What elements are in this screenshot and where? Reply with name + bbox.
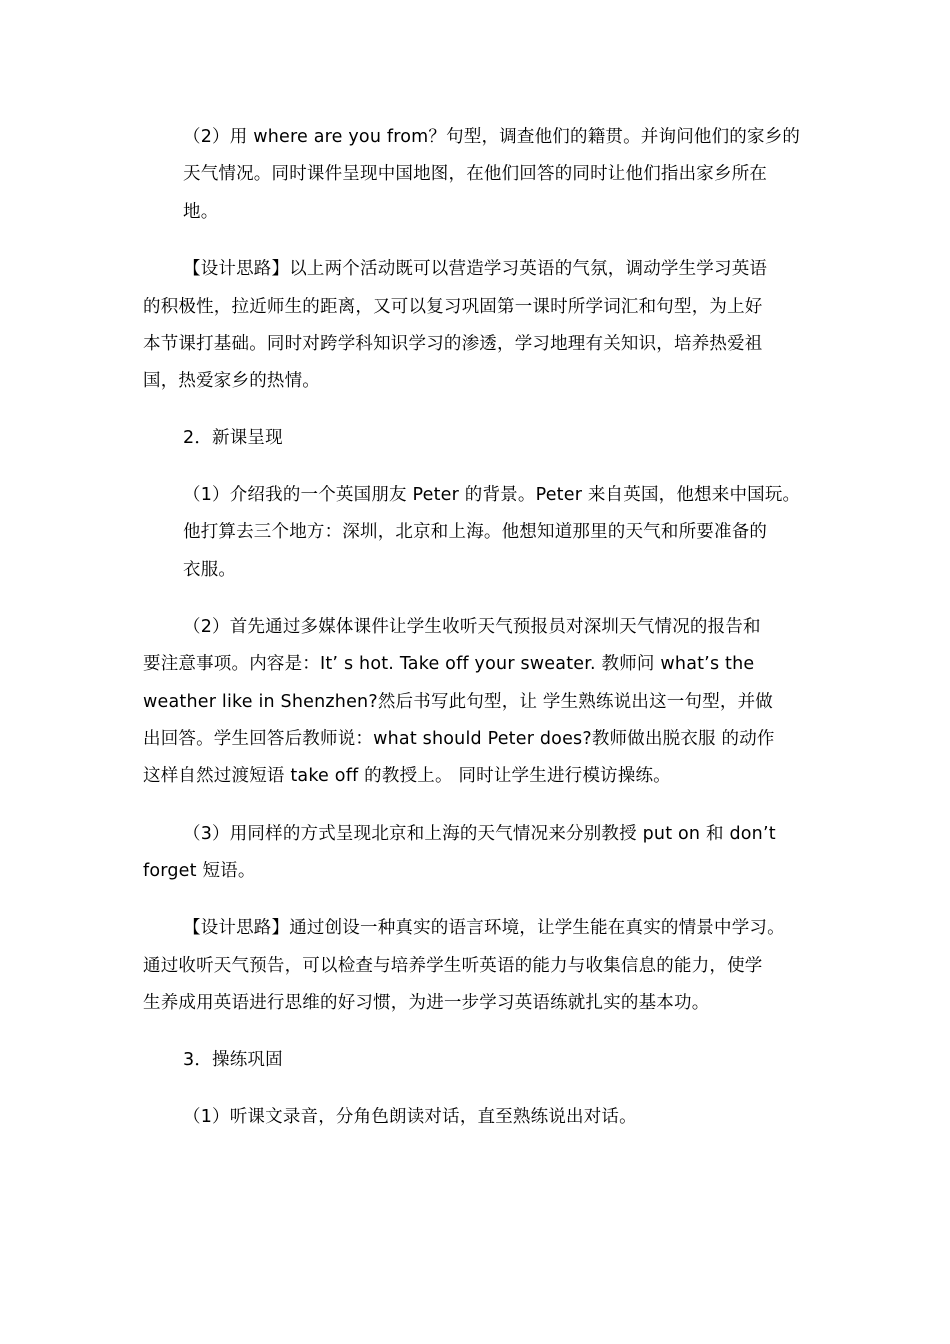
text-line: 国，热爱家乡的热情。: [143, 371, 320, 391]
text-line: weather like in Shenzhen?然后书写此句型，让 学生熟练说出这一句型，并做: [143, 692, 774, 712]
text-line: （1）听课文录音，分角色朗读对话，直至熟练说出对话。: [183, 1107, 637, 1127]
text-line: 生养成用英语进行思维的好习惯，为进一步学习英语练就扎实的基本功。: [143, 993, 710, 1013]
text-line: （2）用 where are you from？句型，调查他们的籍贯。并询问他们的家乡的: [183, 127, 801, 147]
text-line: 2．新课呈现: [183, 428, 283, 448]
text-line: forget 短语。: [143, 861, 256, 881]
text-line: （1）介绍我的一个英国朋友 Peter 的背景。Peter 来自英国，他想来中国玩。: [183, 485, 801, 505]
text-line: 通过收听天气预告，可以检查与培养学生听英语的能力与收集信息的能力，使学: [143, 956, 763, 976]
text-line: 衣服。: [183, 560, 237, 580]
text-line: （3）用同样的方式呈现北京和上海的天气情况来分别教授 put on 和 don’t: [183, 824, 776, 844]
text-line: 的积极性，拉近师生的距离，又可以复习巩固第一课时所学词汇和句型，为上好: [143, 297, 763, 317]
text-line: （2）首先通过多媒体课件让学生收听天气预报员对深圳天气情况的报告和: [183, 617, 761, 637]
text-line: 【设计思路】通过创设一种真实的语言环境，让学生能在真实的情景中学习。: [183, 918, 785, 938]
text-line: 要注意事项。内容是：It’ s hot. Take off your sweater. 教师问 what’s the: [143, 654, 755, 674]
text-line: 【设计思路】以上两个活动既可以营造学习英语的气氛，调动学生学习英语: [183, 259, 768, 279]
text-line: 地。: [183, 202, 219, 222]
text-line: 这样自然过渡短语 take off 的教授上。 同时让学生进行模访操练。: [143, 766, 671, 786]
text-line: 天气情况。同时课件呈现中国地图，在他们回答的同时让他们指出家乡所在: [183, 164, 768, 184]
text-line: 出回答。学生回答后教师说：what should Peter does?教师做出脱衣服 的动作: [143, 729, 775, 749]
text-line: 本节课打基础。同时对跨学科知识学习的渗透，学习地理有关知识，培养热爱祖: [143, 334, 763, 354]
text-line: 他打算去三个地方：深圳，北京和上海。他想知道那里的天气和所要准备的: [183, 522, 768, 542]
text-line: 3．操练巩固: [183, 1050, 283, 1070]
